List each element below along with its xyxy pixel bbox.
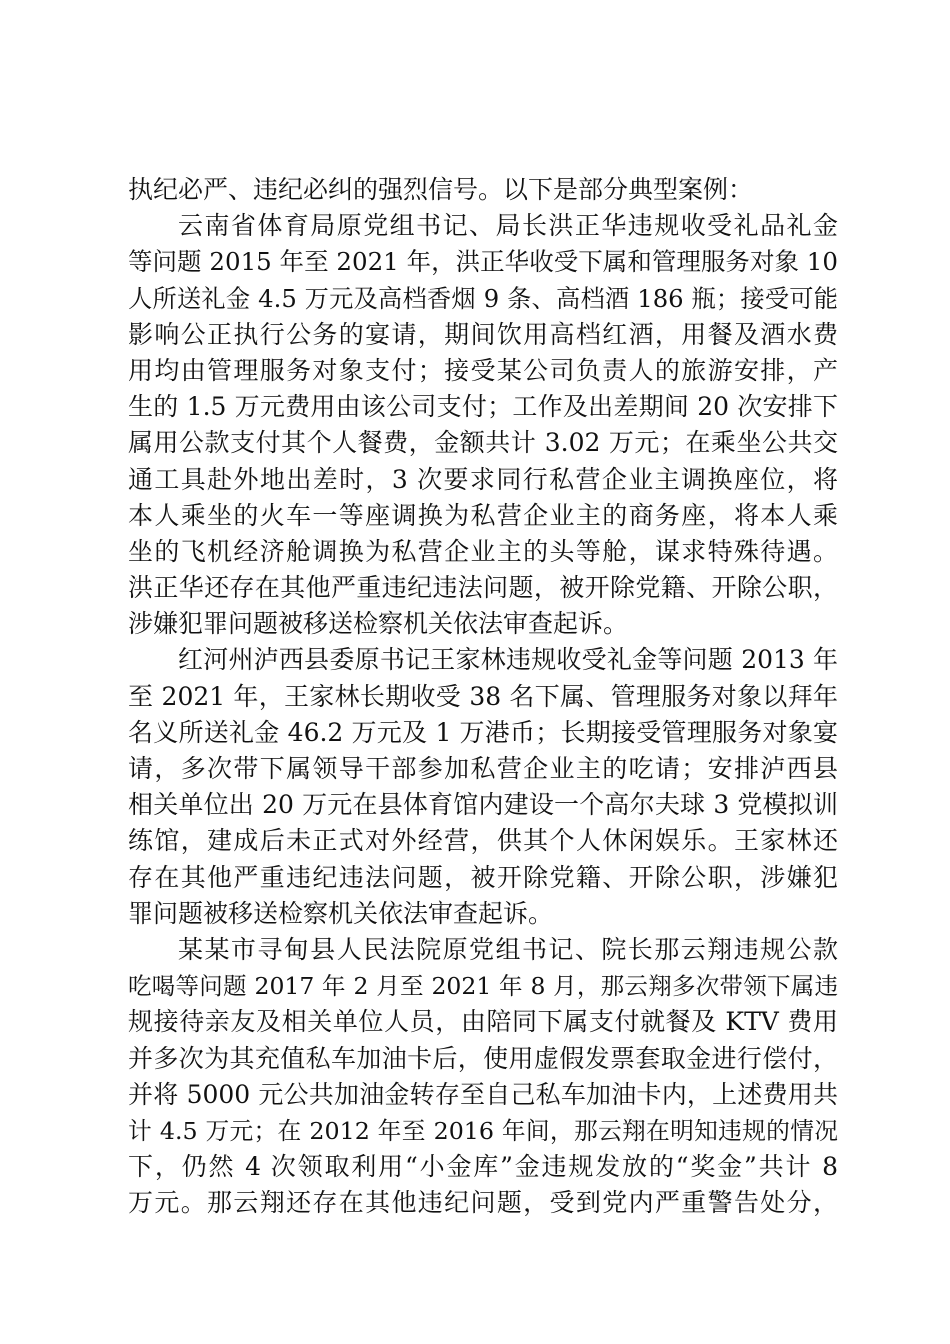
paragraph bbox=[128, 932, 838, 1222]
text-line: 用均由管理服务对象支付；接受某公司负责人的旅游安排，产 bbox=[128, 355, 838, 385]
text-line: 下，仍然 4 次领取利用“小金库”金违规发放的“奖金”共计 8 bbox=[128, 1152, 838, 1182]
text-line: 名义所送礼金 46.2 万元及 1 万港币；长期接受管理服务对象宴 bbox=[128, 717, 838, 747]
text-line: 存在其他严重违纪违法问题，被开除党籍、开除公职，涉嫌犯 bbox=[128, 862, 838, 892]
text-line: 影响公正执行公务的宴请，期间饮用高档红酒，用餐及酒水费 bbox=[128, 319, 838, 349]
text-line: 执纪必严、违纪必纠的强烈信号。以下是部分典型案例： bbox=[128, 175, 754, 204]
text-line: 练馆，建成后未正式对外经营，供其个人休闲娱乐。王家林还 bbox=[128, 826, 838, 856]
text-line: 等问题 2015 年至 2021 年，洪正华收受下属和管理服务对象 10 bbox=[128, 247, 838, 277]
text-line: 坐的飞机经济舱调换为私营企业主的头等舱，谋求特殊待遇。 bbox=[128, 536, 838, 566]
document-body bbox=[128, 172, 838, 1221]
text-line: 生的 1.5 万元费用由该公司支付；工作及出差期间 20 次安排下 bbox=[128, 392, 838, 422]
text-line: 相关单位出 20 万元在县体育馆内建设一个高尔夫球 3 党模拟训 bbox=[128, 790, 838, 820]
text-line: 并将 5000 元公共加油金转存至自己私车加油卡内，上述费用共 bbox=[128, 1079, 838, 1109]
text-line: 计 4.5 万元；在 2012 年至 2016 年间，那云翔在明知违规的情况 bbox=[128, 1116, 838, 1145]
text-line: 吃喝等问题 2017 年 2 月至 2021 年 8 月，那云翔多次带领下属违 bbox=[128, 972, 838, 1001]
text-line: 通工具赴外地出差时，3 次要求同行私营企业主调换座位，将 bbox=[128, 464, 838, 494]
text-line: 请，多次带下属领导干部参加私营企业主的吃请；安排泸西县 bbox=[128, 754, 838, 783]
text-line: 万元。那云翔还存在其他违纪问题，受到党内严重警告处分， bbox=[128, 1188, 838, 1218]
text-line: 规接待亲友及相关单位人员，由陪同下属支付就餐及 KTV 费用 bbox=[128, 1007, 838, 1037]
text-line: 并多次为其充值私车加油卡后，使用虚假发票套取金进行偿付， bbox=[128, 1043, 838, 1073]
text-line: 涉嫌犯罪问题被移送检察机关依法审查起诉。 bbox=[128, 609, 629, 639]
text-line: 至 2021 年，王家林长期收受 38 名下属、管理服务对象以拜年 bbox=[128, 681, 838, 711]
text-line: 本人乘坐的火车一等座调换为私营企业主的商务座，将本人乘 bbox=[128, 500, 838, 530]
text-line: 罪问题被移送检察机关依法审查起诉。 bbox=[128, 898, 554, 928]
text-line: 人所送礼金 4.5 万元及高档香烟 9 条、高档酒 186 瓶；接受可能 bbox=[128, 283, 838, 313]
paragraph bbox=[128, 642, 838, 932]
text-line: 属用公款支付其个人餐费，金额共计 3.02 万元；在乘坐公共交 bbox=[128, 428, 838, 458]
text-line: 某某市寻甸县人民法院原党组书记、院长那云翔违规公款 bbox=[178, 934, 838, 964]
text-line: 云南省体育局原党组书记、局长洪正华违规收受礼品礼金 bbox=[178, 211, 838, 241]
paragraph bbox=[128, 172, 838, 208]
text-line: 红河州泸西县委原书记王家林违规收受礼金等问题 2013 年 bbox=[178, 645, 838, 675]
paragraph bbox=[128, 208, 838, 642]
text-line: 洪正华还存在其他严重违纪违法问题，被开除党籍、开除公职， bbox=[128, 573, 838, 603]
